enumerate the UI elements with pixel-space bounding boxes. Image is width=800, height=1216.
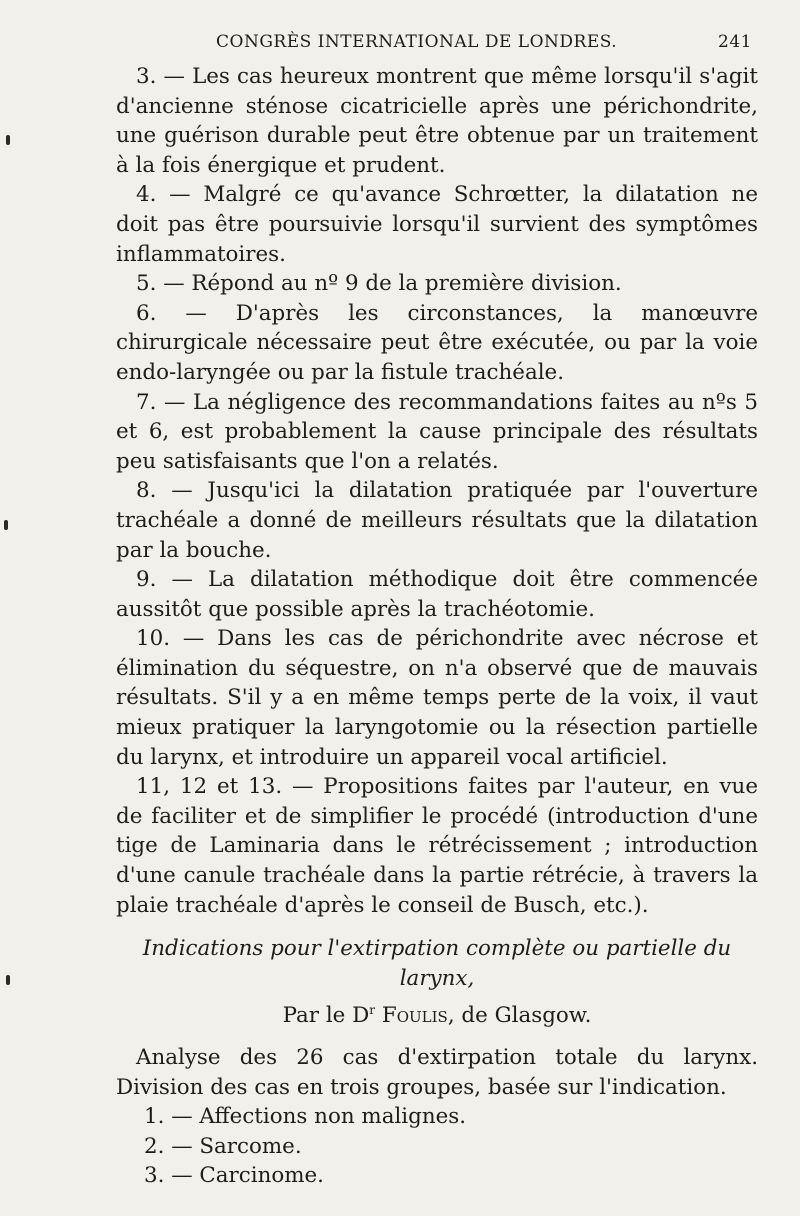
author-suffix: , de Glasgow. [447,1003,592,1029]
paragraph-items-11-13: 11, 12 et 13. — Propositions faites par l'auteur, en vue de faciliter et de simplifier le procédé (introduction d'une tige de Laminaria dans le rétrécissement ; introduction d'une canule trachéale dans la partie rétrécie, à travers la plaie trachéale d'après le conseil de Busch, etc.). [116,774,758,918]
group-item-1: 1. — Affections non malignes. [144,1104,467,1130]
author-name: Foulis [381,1003,448,1029]
section-title: Indications pour l'extirpation complète ou partielle du larynx, [142,936,732,991]
author-prefix: Par le D [282,1003,370,1029]
paragraph-item-9: 9. — La dilatation méthodique doit être commencée aussitôt que possible après la trachéotomie. [116,567,758,622]
paragraph-item-8: 8. — Jusqu'ici la dilatation pratiquée par l'ouverture trachéale a donné de meilleurs résultats que la dilatation par la bouche. [116,478,758,563]
group-list [116,1102,758,1191]
paragraph-item-5: 5. — Répond au nº 9 de la première division. [136,271,622,297]
paragraph-item-6: 6. — D'après les circonstances, la manœuvre chirurgicale nécessaire peut être exécutée, ou par la voie endo-laryngée ou par la fistule trachéale. [116,300,758,385]
paragraph-item-10: 10. — Dans les cas de périchondrite avec nécrose et élimination du séquestre, on n'a observé que de mauvais résultats. S'il y a en même temps perte de la voix, il vaut mieux pratiquer la laryngotomie ou la résection partielle du larynx, et introduire un appareil vocal artificiel. [116,626,758,770]
margin-mark [6,975,10,985]
running-header [116,30,756,56]
section-intro: Analyse des 26 cas d'extirpation totale du larynx. Division des cas en trois groupes, basée sur l'indication. [116,1045,758,1100]
group-item-3: 3. — Carcinome. [144,1163,324,1189]
margin-mark [6,135,10,145]
section-author [116,1001,758,1031]
page-body [116,62,758,1191]
paragraph-item-7: 7. — La négligence des recommandations faites au nºs 5 et 6, est probablement la cause principale des résultats peu satisfaisants que l'on a relatés. [116,389,758,474]
group-item-2: 2. — Sarcome. [144,1133,302,1159]
author-sup: r [369,1003,376,1018]
margin-mark [4,520,8,530]
running-title: CONGRÈS INTERNATIONAL DE LONDRES. [216,32,618,52]
page-number: 241 [718,32,752,52]
paragraph-item-3: 3. — Les cas heureux montrent que même lorsqu'il s'agit d'ancienne sténose cicatricielle après une périchondrite, une guérison durable peut être obtenue par un traitement à la fois énergique et prudent. [116,64,758,178]
paragraph-item-4: 4. — Malgré ce qu'avance Schrœtter, la dilatation ne doit pas être poursuivie lorsqu'il survient des symptômes inflammatoires. [116,182,758,267]
